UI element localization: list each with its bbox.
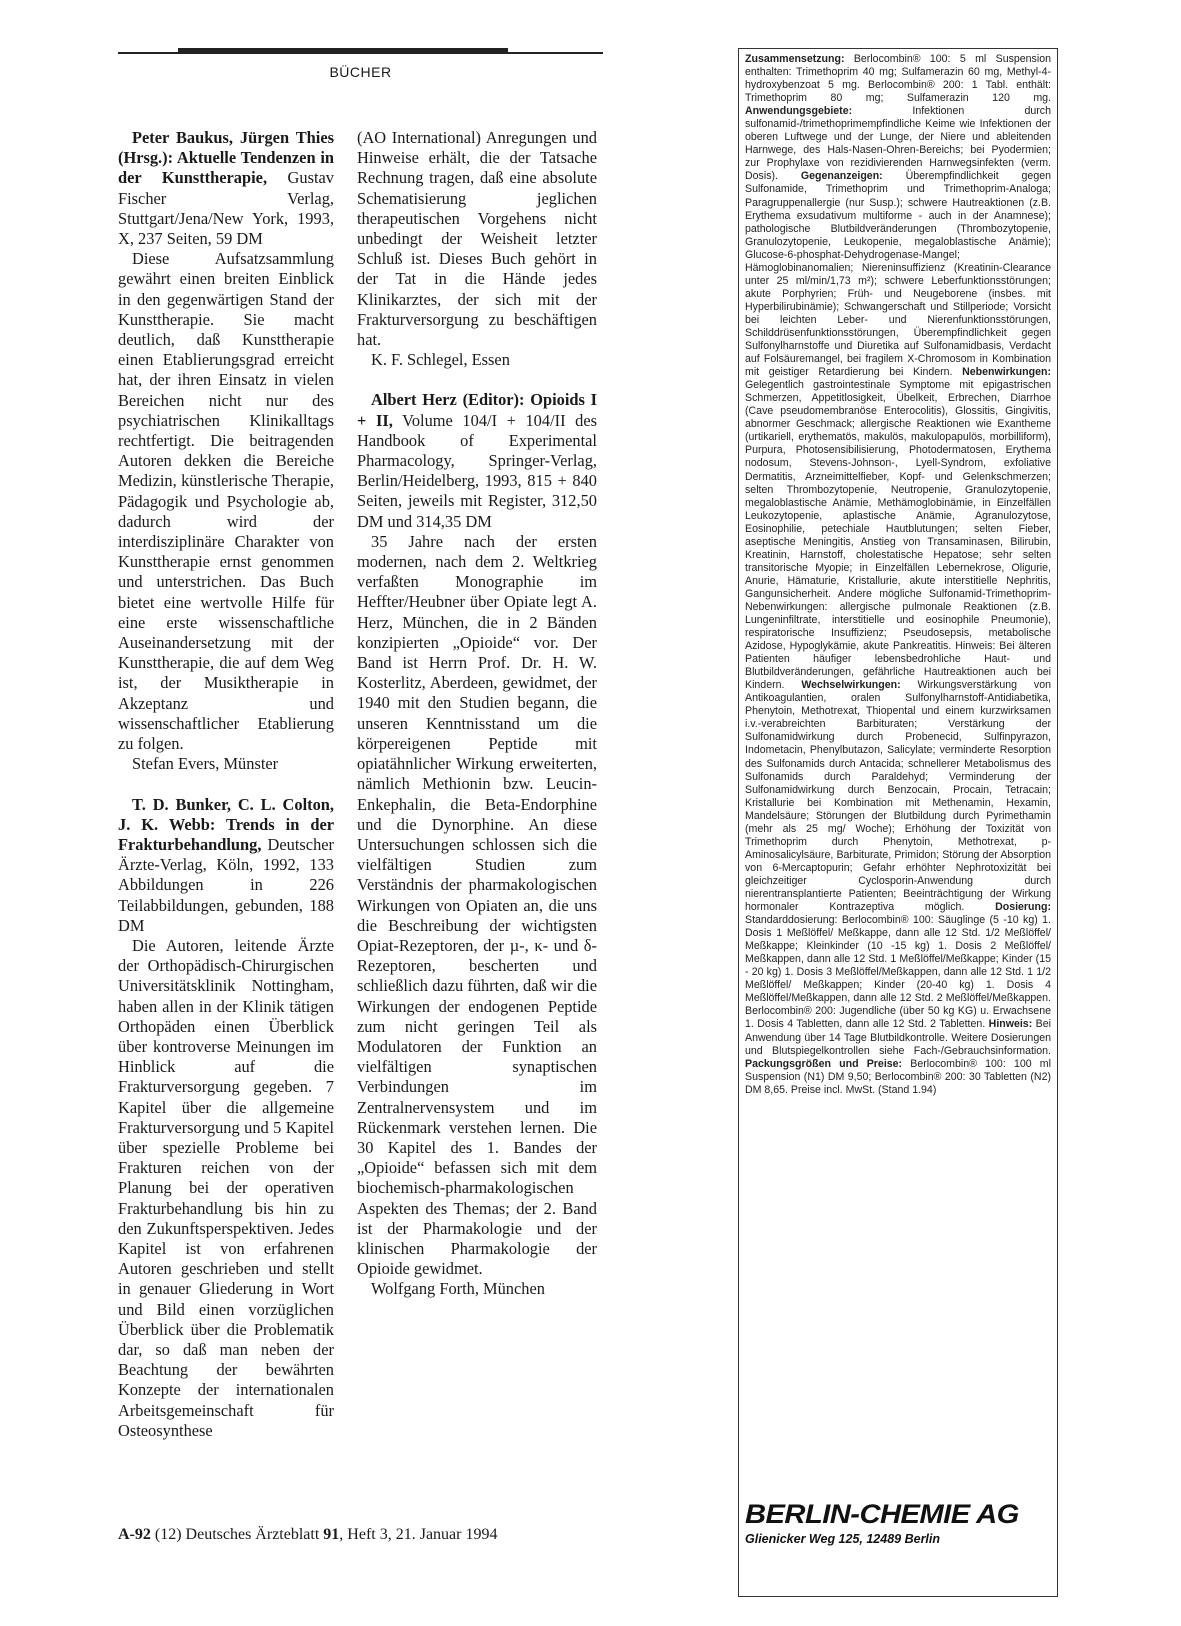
header-rule-heavy (178, 48, 508, 54)
ad-text: Standarddosierung: Berlocombin® 100: Säuglinge (5 -10 kg) 1. Dosis 1 Meßlöffel/ Meßkappe, dann alle 12 Std. 1/2 Meßlöffel/ Meßkappe; Kleinkinder (10 -15 kg) 1. Dosis 2 Meßlöffel/ Meßkappen, dann alle 12 Std. 1 Meßlöffel/Meßkappe; Kinder (15 - 20 kg) 1. Dosis 3 Meßlöffel/Meßkappen, dann alle 12 Std. 1 1/2 Meßlöffel/ Meßkappen; Kinder (20-40 kg) 1. Dosis 4 Meßlöffel/Meßkappen, dann alle 12 Std. 2 Meßlöffel/Meßkappen. Berlocombin® 200: Jugendliche (über 50 kg KG) u. Erwachsene 1. Dosis 4 Tabletten, dann alle 12 Std. 2 Tabletten. (745, 914, 1051, 1031)
brand-address: Glienicker Weg 125, 12489 Berlin (745, 1532, 941, 1546)
review-2-heading: T. D. Bunker, C. L. Colton, J. K. Webb: Trends in der Frakturbehandlung, (118, 794, 334, 854)
ad-text: Infektionen durch sulfonamid-/trimethoprimempfindliche Keime wie Infektionen der oberen Luftwege und der Lunge, der Niere und ableitenden Harnwege, des Hals-Nasen-Ohren-Bereichs; bei Pyodermien; zur Prophylaxe von rezidivierenden Harnwegsinfekten (verm. Dosis). (745, 105, 1051, 183)
citation-post: , Heft 3, 21. Januar 1994 (339, 1526, 498, 1543)
review-2-continuation: (AO International) Anregungen und Hinweise erhält, die der Tatsache Rechnung tragen, daß eine absolute Schematisierung jeglichen therapeutischen Vorgehens nicht unbedingt der Weisheit letzter Schluß ist. Dieses Buch gehört in der Tat in die Hände jedes Klinikarztes, der sich mit der Frakturversorgung zu beschäftigen hat. (357, 128, 597, 350)
review-2-body: Die Autoren, leitende Ärzte der Orthopädisch-Chirurgischen Universitätsklinik Nottingham, haben allen in der Klinik tätigen Orthopäden einen Überblick über kontroverse Meinungen im Hinblick auf die Frakturversorgung gegeben. 7 Kapitel über die allgemeine Frakturversorgung und 5 Kapitel über spezielle Probleme bei Frakturen reichen von der Planung bei der operativen Frakturbehandlung bis hin zu den Zukunftsperspektiven. Jedes Kapitel ist von erfahrenen Autoren geschrieben und stellt in genauer Gliederung in Wort und Bild einen vorzüglichen Überblick über die Problematik dar, so daß man neben der Beachtung der bewährten Konzepte der internationalen Arbeitsgemeinschaft für Osteosynthese (118, 935, 334, 1440)
page-number: A-92 (118, 1526, 151, 1543)
section-label: BÜCHER (329, 64, 392, 80)
advertisement-text (745, 53, 1051, 1097)
ad-label: Wechselwirkungen: (801, 679, 901, 692)
review-1-signature: Stefan Evers, Münster (132, 754, 279, 774)
advertisement-box (738, 48, 1058, 1597)
citation-pre: (12) Deutsches Ärzteblatt (150, 1526, 324, 1543)
ad-text: Gelegentlich gastrointestinale Symptome mit epigastrischen Schmerzen, Appetitlosigkeit, Übelkeit, Erbrechen, Diarrhoe (Cave pseudomembranöse Enterocolitis), Glossitis, Gingivitis, abnormer Geschmack; allergische Reaktionen wie Exantheme (urtikariell, erythematös, makulös, makulopapulös, morbilliform), Purpura, Photosensibilisierung, Photodermatosen, Erythema nodosum, Stevens-Johnson-, Lyell-Syndrom, exfoliative Dermatitis, Arzneimittelfieber, Kopf- und Gelenkschmerzen; selten Thrombozytopenie, Neutropenie, Granulozytopenie, megaloblastische Anämie, Methämoglobinämie, in Einzelfällen Leukozytopenie, aplastische Anämie, Agranulozytose, Eosinophilie, petechiale Hautblutungen; selten Fieber, aseptische Meningitis, Anstieg von Transaminasen, Bilirubin, Kreatinin, Harnstoff, cholestatische Hepatose; sehr selten transitorische Myopie; in Einzelfällen Lebernekrose, Oligurie, Anurie, Hämaturie, Kristallurie, akute interstitielle Nephritis, Gangunsicherheit. Andere mögliche Sulfonamid-Trimethoprim-Nebenwirkungen: allergische pulmonale Reaktionen (z.B. Lungeninfiltrate, interstitielle und eosinophile Pneumonie), respiratorische Insuffizienz; Pseudosepsis, metabolische Azidose, Hypoglykämie, akute Pankreatitis. Hinweis: Bei älteren Patienten häufiger lebensbedrohliche Haut- und Blutbildveränderungen, gefährliche Hautreaktionen auch bei Kindern. (745, 379, 1051, 692)
review-2-signature: K. F. Schlegel, Essen (371, 350, 510, 370)
review-3-biblio: Volume 104/I + 104/II des Handbook of Experimental Pharmacology, Springer-Verlag, Berlin/Heidelberg, 1993, 815 + 840 Seiten, jeweils mit Register, 312,50 DM und 314,35 DM (357, 410, 597, 531)
review-2-citation (118, 795, 334, 936)
ad-label: Nebenwirkungen: (962, 366, 1051, 379)
review-3-citation (357, 390, 597, 531)
brand-logo: BERLIN-CHEMIE AG (745, 1499, 1019, 1529)
ad-text: Bei Anwendung über 14 Tage Blutbildkontrolle. Weitere Dosierungen und Blutspiegelkontrollen siehe Fach-/Gebrauchsinformation. (745, 1018, 1051, 1057)
review-1-heading: Peter Baukus, Jürgen Thies (Hrsg.): Aktuelle Tendenzen in der Kunsttherapie, (118, 128, 334, 188)
review-3-heading: Albert Herz (Editor): Opioids I + II, (357, 390, 597, 430)
ad-text: Berlocombin® 100: 5 ml Suspension enthalten: Trimethoprim 40 mg; Sulfamerazin 60 mg, Methyl-4-hydroxybenzoat 5 mg. Berlocombin® 200: 1 Tabl. enthält: Trimethoprim 80 mg; Sulfamerazin 120 mg. (745, 53, 1051, 105)
review-3-body: 35 Jahre nach der ersten modernen, nach dem 2. Weltkrieg verfaßten Monographie im Heffter/Heubner über Opiate legt A. Herz, München, die in 2 Bänden konzipierten „Opioide“ vor. Der Band ist Herrn Prof. Dr. H. W. Kosterlitz, Aberdeen, gewidmet, der 1940 mit den Studien begann, die unseren Kenntnisstand um die körpereigenen Peptide mit opiatähnlicher Wirkung erweiterten, nämlich Methionin bzw. Leucin-Enkephalin, die Beta-Endorphine und die Dynorphine. An diese Untersuchungen schlossen sich die vielfältigen Studien zum Verständnis der pharmakologischen Wirkungen von Opiaten an, die uns die Beschreibung der wichtigsten Opiat-Rezeptoren, der µ-, κ- und δ-Rezeptoren, bescherten und schließlich dazu führten, daß wir die Wirkungen der endogenen Peptide zum nicht geringen Teil als Modulatoren der Funktion an vielfältigen synaptischen Verbindungen im Zentralnervensystem und im Rückenmark verstehen lernen. Die 30 Kapitel des 1. Bandes der „Opioide“ befassen sich mit dem biochemisch-pharmakologischen Aspekten des Themas; der 2. Band ist der Pharmakologie und der klinischen Pharmakologie der Opioide gewidmet. (357, 531, 597, 1279)
ad-label: Gegenanzeigen: (800, 170, 883, 183)
ad-label: Dosierung: (995, 901, 1051, 914)
column-middle (357, 128, 597, 1300)
review-3-signature: Wolfgang Forth, München (371, 1279, 545, 1299)
ad-text: Überempfindlichkeit gegen Sulfonamide, Trimethoprim und Trimethoprim-Analoga; Paragruppenallergie (nur Susp.); schwere Hautreaktionen (z.B. Erythema exsudativum multiforme - auch in der Anamnese); pathologische Blutbildveränderungen (Thrombozytopenie, Granulozytopenie, Leukopenie, megaloblastische Anämie); Glucose-6-phosphat-Dehydrogenase-Mangel; Hämoglobinanomalien; Niereninsuffizienz (Kreatinin-Clearance unter 25 ml/min/1,73 m²); schwere Leberfunktionsstörungen; akute Porphyrien; Früh- und Neugeborene (insbes. mit Hyperbilirubinämie); Schwangerschaft und Stillperiode; Vorsicht bei leichten Leber- und Nierenfunktionsstörungen, Schilddrüsenfunktionsstörungen, Überempfindlichkeit gegen Sulfonylharnstoffe und Diuretika auf Sulfonamidbasis, Verdacht auf Folsäuremangel, bei fragilem X-Chromosom in Kombination mit geistiger Retardierung bei Kindern. (745, 170, 1051, 379)
column-left (118, 128, 334, 1441)
ad-label: Zusammensetzung: (745, 53, 845, 65)
review-1-body: Diese Aufsatzsammlung gewährt einen breiten Einblick in den gegenwärtigen Stand der Kunsttherapie. Sie macht deutlich, daß Kunsttherapie einen Etablierungsgrad erreicht hat, der ihren Einsatz in vielen Bereichen nicht nur des psychiatrischen Klinikalltags rechtfertigt. Die beitragenden Autoren dekken die Bereiche Medizin, künstlerische Therapie, Pädagogik und Psychologie ab, dadurch wird der interdisziplinäre Charakter von Kunsttherapie ernst genommen und unterstrichen. Das Buch bietet eine wertvolle Hilfe für eine erste wissenschaftliche Auseinandersetzung mit der Kunsttherapie, die auf dem Weg ist, der Musiktherapie in Akzeptanz und wissenschaftlicher Etablierung zu folgen. (118, 249, 334, 754)
page-footer (118, 1526, 497, 1544)
ad-label: Hinweis: (988, 1018, 1033, 1031)
review-2-biblio: Deutscher Ärzte-Verlag, Köln, 1992, 133 Abbildungen in 226 Teilabbildungen, gebunden, 188 DM (118, 834, 334, 935)
ad-label: Packungsgrößen und Preise: (745, 1057, 903, 1070)
volume-number: 91 (323, 1526, 340, 1543)
review-1-citation (118, 128, 334, 249)
review-1-biblio: Gustav Fischer Verlag, Stuttgart/Jena/New York, 1993, X, 237 Seiten, 59 DM (118, 168, 334, 249)
ad-text: Wirkungsverstärkung von Antikoagulantien, oralen Sulfonylharnstoff-Antidiabetika, Phenytoin, Methotrexat, Thiopental und einem kurzwirksamen i.v.-verabreichten Barbituraten; Verstärkung der Sulfonamidwirkung durch Probenecid, Sulfinpyrazon, Indometacin, Phenylbutazon, Salicylate; verminderte Resorption des Sulfonamids durch Antacida; schnellerer Metabolismus des Sulfonamids durch Paraldehyd; Verminderung der Sulfonamidwirkung durch Benzocain, Procain, Tetracain; Kristallurie bei Kombination mit Methenamin, Hexamin, Mandelsäure; Störungen der Blutbildung durch Pyrimethamin (mehr als 25 mg/ Woche); Erhöhung der Toxizität von Trimethoprim durch Phenytoin, Methotrexat, p-Aminosalicylsäure, Barbiturate, Primidon; Störung der Absorption von 6-Mercaptopurin; Gefahr erhöhter Nephrotoxizität bei gleichzeitiger Cyclosporin-Anwendung durch nierentransplantierte Patienten; Beeinträchtigung der Wirkung hormonaler Kontrazeptiva möglich. (745, 679, 1051, 914)
ad-text: Berlocombin® 100: 100 ml Suspension (N1) DM 9,50; Berlocombin® 200: 30 Tabletten (N2) DM 8,65. Preise incl. MwSt. (Stand 1.94) (745, 1057, 1051, 1096)
ad-label: Anwendungsgebiete: (745, 105, 853, 118)
